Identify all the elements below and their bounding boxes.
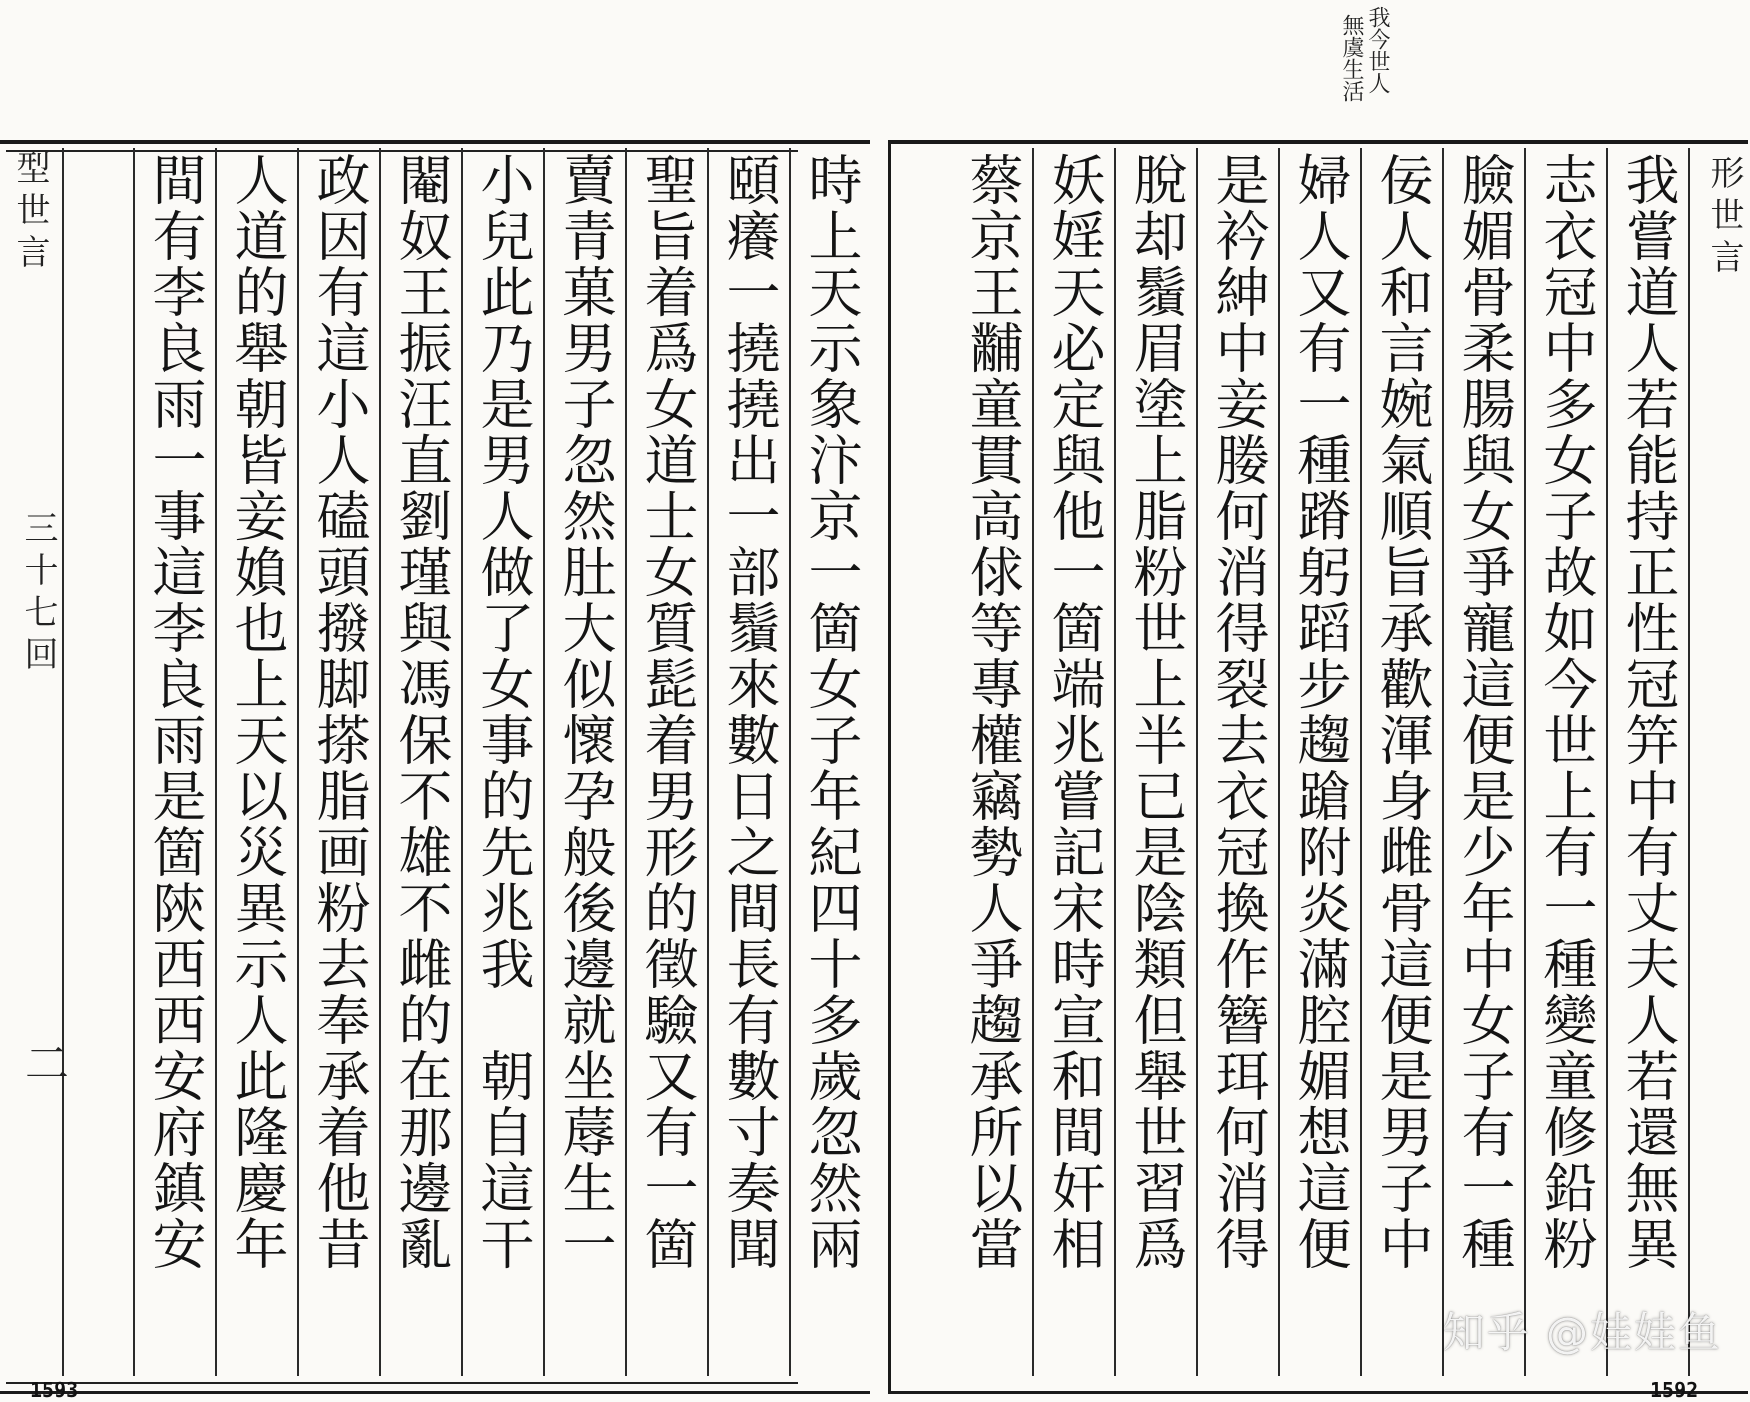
page-number-right: 1592	[1650, 1378, 1699, 1402]
text-column: 我嘗道人若能持正性冠笄中有丈夫人若還無異	[1617, 152, 1680, 1272]
text-column: 婦人又有一種蹐躬蹈步趨蹌附炎滿腔媚想這便	[1289, 152, 1352, 1272]
column-rule	[1278, 148, 1280, 1376]
text-column: 志衣冠中多女子故如今世上有一種變童修鉛粉	[1535, 152, 1598, 1272]
column-rule	[1196, 148, 1198, 1376]
text-column: 閹奴王振汪直劉瑾與馮保不雄不雌的在那邊亂	[390, 152, 453, 1272]
leaf-marker	[10, 1040, 74, 1092]
header-note-2	[1338, 14, 1364, 102]
right-margin-head-text: 形世言	[1704, 155, 1744, 281]
column-rule	[62, 148, 64, 1376]
column-rule	[133, 148, 135, 1376]
text-column: 政因有這小人磕頭撥脚搽脂画粉去奉承着他昔	[308, 152, 371, 1272]
column-rule	[461, 148, 463, 1376]
column-rule	[625, 148, 627, 1376]
left-margin-head-text: 型世言	[10, 150, 50, 276]
column-rule	[1688, 148, 1690, 1376]
column-rule	[789, 148, 791, 1376]
left-margin-head	[6, 150, 55, 276]
text-column: 臉媚骨柔腸與女爭寵這便是少年中女子有一種	[1453, 152, 1516, 1272]
column-rule	[543, 148, 545, 1376]
chapter-marker	[14, 510, 63, 678]
header-note	[1364, 6, 1390, 94]
column-rule	[1442, 148, 1444, 1376]
text-column: 人道的舉朝皆妾媍也上天以災異示人此隆慶年	[226, 152, 289, 1272]
column-rule	[215, 148, 217, 1376]
header-note-line-1: 我今世人	[1365, 6, 1390, 94]
text-column: 時上天示象汴京一箇女子年紀四十多歲忽然兩	[800, 152, 863, 1272]
chapter-marker-text: 三十七回	[18, 510, 58, 678]
right-margin-head	[1700, 155, 1749, 281]
text-column: 脫却鬚眉塗上脂粉世上半已是陰類但舉世習爲	[1125, 152, 1188, 1272]
leaf-marker-text: 二	[17, 1040, 68, 1092]
watermark-text: 知乎 @娃娃鱼	[1442, 1308, 1722, 1357]
text-column: 間有李良雨一事這李良雨是箇陝西西安府鎮安	[144, 152, 207, 1272]
column-rule	[1606, 148, 1608, 1376]
column-rule	[1032, 148, 1034, 1376]
column-rule	[1524, 148, 1526, 1376]
header-note-line-2: 無虞生活	[1339, 14, 1364, 102]
page-number-left: 1593	[30, 1378, 79, 1402]
text-column: 蔡京王黼童貫高俅等專權竊勢人爭趨承所以當	[961, 152, 1024, 1272]
text-column: 佞人和言婉氣順旨承歡渾身雌骨這便是男子中	[1371, 152, 1434, 1272]
column-rule	[1114, 148, 1116, 1376]
column-rule	[379, 148, 381, 1376]
column-rule	[707, 148, 709, 1376]
column-rule	[1360, 148, 1362, 1376]
column-rule	[297, 148, 299, 1376]
text-column: 妖婬天必定與他一箇端兆嘗記宋時宣和間奸相	[1043, 152, 1106, 1272]
text-column: 賣青菓男子忽然肚大似懷孕般後邊就坐蓐生一	[554, 152, 617, 1272]
text-column: 小兒此乃是男人做了女事的先兆我 朝自這干	[472, 152, 535, 1272]
text-column: 是衿紳中妾媵何消得裂去衣冠換作簪珥何消得	[1207, 152, 1270, 1272]
text-column: 頤癢一撓撓出一部鬚來數日之間長有數寸奏聞	[718, 152, 781, 1272]
text-column: 聖旨着爲女道士女質髭着男形的徵驗又有一箇	[636, 152, 699, 1272]
